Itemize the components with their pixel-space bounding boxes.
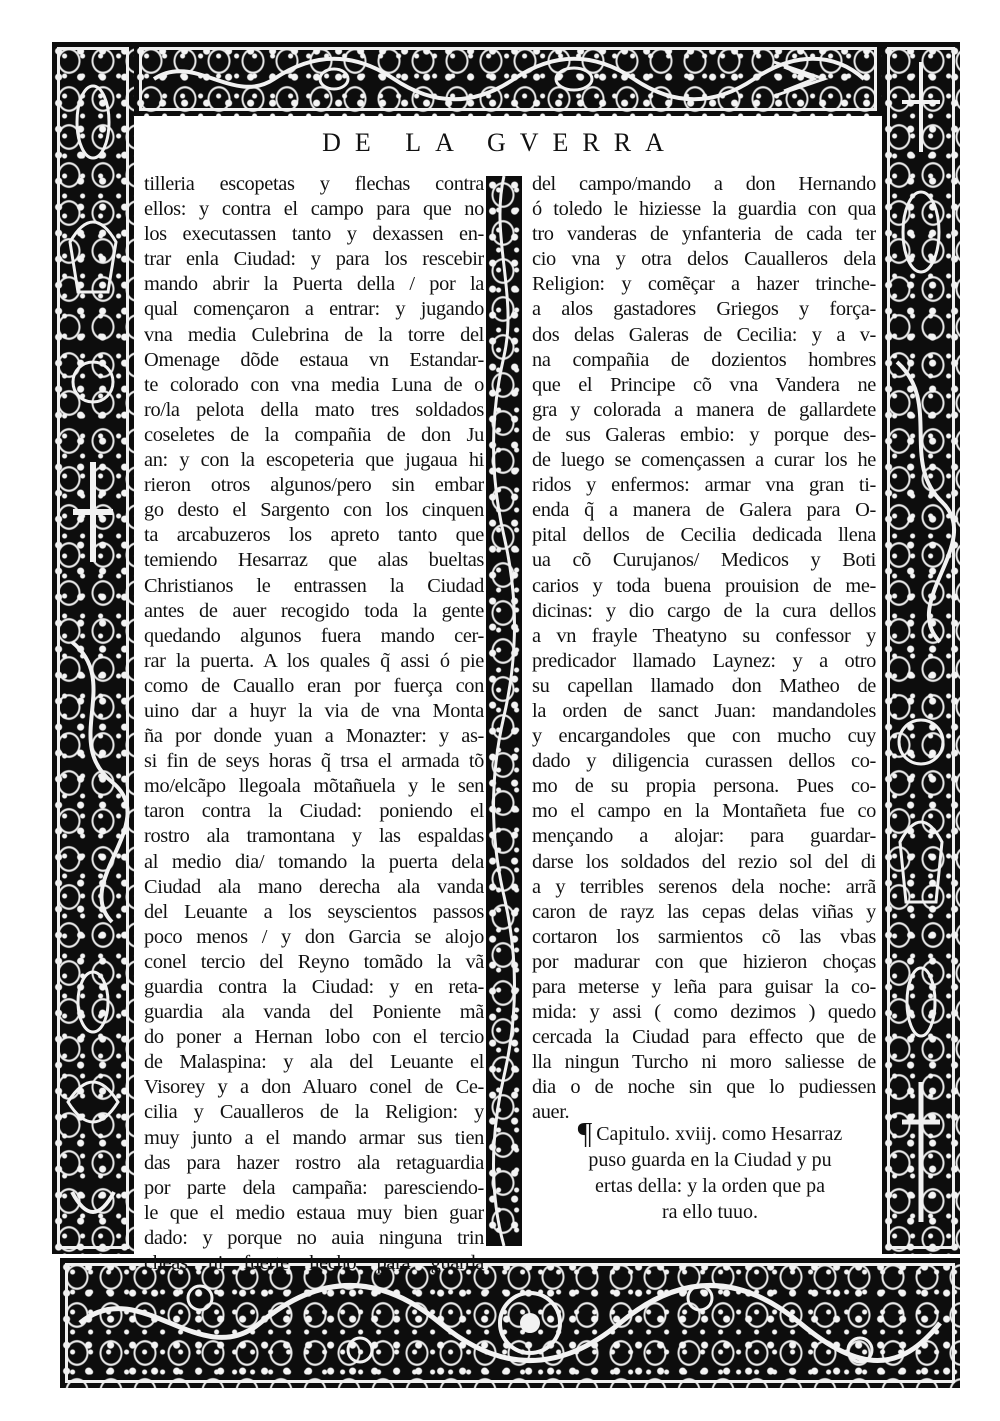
text-line: qual començaron a entrar: y jugando bbox=[144, 298, 484, 321]
text-line: poco menos / y don Garcia se alojo bbox=[144, 925, 484, 948]
text-line: dos delas Galeras de Cecilia: y a v- bbox=[532, 323, 876, 346]
chapter-line: ra ello tuuo. bbox=[661, 1201, 759, 1223]
text-line: a alos gastadores Griegos y força- bbox=[532, 298, 876, 321]
text-line: carios y toda buena prouision de me- bbox=[532, 574, 876, 597]
text-line: guardia ala vanda del Poniente mã bbox=[144, 1001, 484, 1024]
text-line: a vn frayle Theatyno su confessor y bbox=[532, 624, 876, 647]
top-woodcut-border bbox=[134, 42, 882, 116]
text-line: dado: y porque no auia ninguna trin bbox=[144, 1226, 484, 1249]
text-line: dado y diligencia curassen dellos co- bbox=[532, 750, 876, 773]
text-line: le que el medio estaua muy bien guar bbox=[144, 1201, 484, 1224]
text-line: dia o de noche sin que lo pudiessen bbox=[532, 1076, 876, 1099]
text-line: enda q̃ a manera de Galera para O- bbox=[532, 499, 876, 522]
text-line: Omenage dõde estaua vn Estandar- bbox=[144, 348, 484, 371]
text-line: mando abrir la Puerta della / por la bbox=[144, 273, 484, 296]
text-line: Ciudad ala mano derecha ala vanda bbox=[144, 875, 484, 898]
text-line: quedando algunos fuera mando cer- bbox=[144, 624, 484, 647]
text-line: si fin de seys horas q̃ trsa el armada tõ bbox=[144, 750, 484, 773]
text-line: conel tercio del Reyno tomãdo la vã bbox=[144, 950, 484, 973]
text-line: cortaron los sarmientos cõ las vbas bbox=[532, 925, 876, 948]
text-line: muy junto a el mando armar sus tien bbox=[144, 1126, 484, 1149]
text-line: su capellan llamado don Matheo de bbox=[532, 674, 876, 697]
text-line: mo de su propia persona. Pues co- bbox=[532, 775, 876, 798]
bottom-border-ornament bbox=[60, 1258, 960, 1388]
text-line: ua cõ Curujanos/ Medicos y Boti bbox=[532, 549, 876, 572]
inner-ornament-vine bbox=[486, 176, 522, 1246]
text-line: a y terribles serenos dela noche: arrã bbox=[532, 875, 876, 898]
text-line: gra y colorada a manera de gallardete bbox=[532, 398, 876, 421]
text-line: rar la puerta. A los quales q̃ assi ó pie bbox=[144, 649, 484, 672]
text-line: mo/elcãpo llegoala mõtañuela y le sen bbox=[144, 775, 484, 798]
pilcrow-mark: ¶ bbox=[577, 1120, 593, 1147]
right-text-column bbox=[532, 172, 876, 1126]
chapter-heading bbox=[540, 1120, 880, 1225]
text-line: Visorey y a don Aluaro conel de Ce- bbox=[144, 1076, 484, 1099]
top-border-ornament bbox=[134, 42, 882, 116]
left-woodcut-border bbox=[52, 42, 134, 1254]
chapter-line: ertas della: y la orden que pa bbox=[595, 1175, 825, 1197]
text-line: rostro ala tramontana y las espaldas bbox=[144, 825, 484, 848]
text-line: cio vna y otra delos Caualleros dela bbox=[532, 248, 876, 271]
text-line: auer. bbox=[532, 1101, 570, 1124]
left-border-ornament bbox=[52, 42, 134, 1254]
text-line: do poner a Hernan lobo con el tercio bbox=[144, 1026, 484, 1049]
bottom-woodcut-border bbox=[60, 1258, 960, 1388]
text-line: mençando a alojar: para guardar- bbox=[532, 825, 876, 848]
text-line: del Leuante a los seyscientos passos bbox=[144, 900, 484, 923]
text-line: uino dar a huyr la via de vna Monta bbox=[144, 699, 484, 722]
text-line: cercada la Ciudad para effecto que de bbox=[532, 1026, 876, 1049]
text-line: los executassen tanto y dexassen en- bbox=[144, 223, 484, 246]
text-line: predicador llamado Laynez: y a otro bbox=[532, 649, 876, 672]
text-line: por madurar con que hizieron choças bbox=[532, 950, 876, 973]
text-line: tilleria escopetas y flechas contra bbox=[144, 173, 484, 195]
chapter-line-text: Capitulo. xviij. como Hesarraz bbox=[596, 1123, 843, 1145]
text-line: an: y con la escopeteria que jugaua hi bbox=[144, 449, 484, 472]
text-line: lla ningun Turcho ni moro saliesse de bbox=[532, 1051, 876, 1074]
text-line: na compañia de dozientos hombres bbox=[532, 348, 876, 371]
text-line: la orden de sanct Juan: mandandoles bbox=[532, 699, 876, 722]
running-heading: DE LA GVERRA bbox=[322, 128, 678, 157]
chapter-line: puso guarda en la Ciudad y pu bbox=[588, 1149, 832, 1171]
right-woodcut-border bbox=[882, 42, 960, 1254]
text-line: temiendo Hesarraz que alas bueltas bbox=[144, 549, 484, 572]
right-border-ornament bbox=[882, 42, 960, 1254]
text-line: de Malaspina: y ala del Leuante el bbox=[144, 1051, 484, 1074]
text-line: vna media Culebrina de la torre del bbox=[144, 323, 484, 346]
text-line: das para hazer rostro ala retaguardia bbox=[144, 1151, 484, 1174]
text-line: mida: y assi ( como dezimos ) quedo bbox=[532, 1001, 876, 1024]
text-line: ta arcabuzeros los apreto tanto que bbox=[144, 524, 484, 547]
text-line: te colorado con vna media Luna de o bbox=[144, 373, 484, 396]
text-line: mo el campo en la Montañeta fue co bbox=[532, 800, 876, 823]
text-line: de sus Galeras embio: y porque des- bbox=[532, 423, 876, 446]
text-line: caron de rayz las cepas delas viñas y bbox=[532, 900, 876, 923]
text-line: go desto el Sargento con los cinquen bbox=[144, 499, 484, 522]
text-line: Christianos le entrassen la Ciudad bbox=[144, 574, 484, 597]
text-line: cheas ni fuerte hecho para guarda bbox=[144, 1252, 484, 1275]
text-line: pital dellos de Cecilia dedicada llena bbox=[532, 524, 876, 547]
text-line: guardia contra la Ciudad: y en reta- bbox=[144, 976, 484, 998]
text-line: que el Principe cõ vna Vandera ne bbox=[532, 373, 876, 396]
chapter-line bbox=[540, 1120, 880, 1147]
text-line: taron contra la Ciudad: poniendo el bbox=[144, 800, 484, 823]
text-line: dicinas: y dio cargo de la cura dellos bbox=[532, 599, 876, 622]
text-line: como de Cauallo eran por fuerça con bbox=[144, 674, 484, 697]
text-line: antes de auer recogido toda la gente bbox=[144, 599, 484, 622]
text-line: trar enla Ciudad: y para los rescebir bbox=[144, 248, 484, 271]
text-line: ridos y enfermos: armar vna gran ti- bbox=[532, 474, 876, 497]
text-line: por parte dela campaña: paresciendo- bbox=[144, 1176, 484, 1199]
text-line: cilia y Caualleros de la Religion: y bbox=[144, 1101, 484, 1124]
text-line: coseletes de la compañia de don Ju bbox=[144, 423, 484, 446]
text-line: y encargandoles que con mucho cuy bbox=[532, 725, 876, 748]
text-line: darse los soldados del rezio sol del di bbox=[532, 850, 876, 873]
text-line: del campo/mando a don Hernando bbox=[532, 173, 876, 195]
left-text-column bbox=[144, 172, 484, 1276]
text-line: tro vanderas de ynfanteria de cada ter bbox=[532, 223, 876, 246]
text-line: de luego se començassen a curar los he bbox=[532, 449, 876, 472]
text-line: ro/la pelota della mato tres soldados bbox=[144, 398, 484, 421]
text-line: ó toledo le hiziesse la guardia con qua bbox=[532, 198, 876, 221]
text-line: ña por donde yuan a Monazter: y as- bbox=[144, 725, 484, 748]
inner-column-ornament bbox=[486, 176, 522, 1246]
text-line: rieron otros algunos/pero sin embar bbox=[144, 474, 484, 497]
text-line: ellos: y contra el campo para que no bbox=[144, 198, 484, 221]
text-line: Religion: y comẽçar a hazer trinche- bbox=[532, 273, 876, 296]
text-line: al medio dia/ tomando la puerta dela bbox=[144, 850, 484, 873]
text-line: para meterse y leña para guisar la co- bbox=[532, 976, 876, 998]
